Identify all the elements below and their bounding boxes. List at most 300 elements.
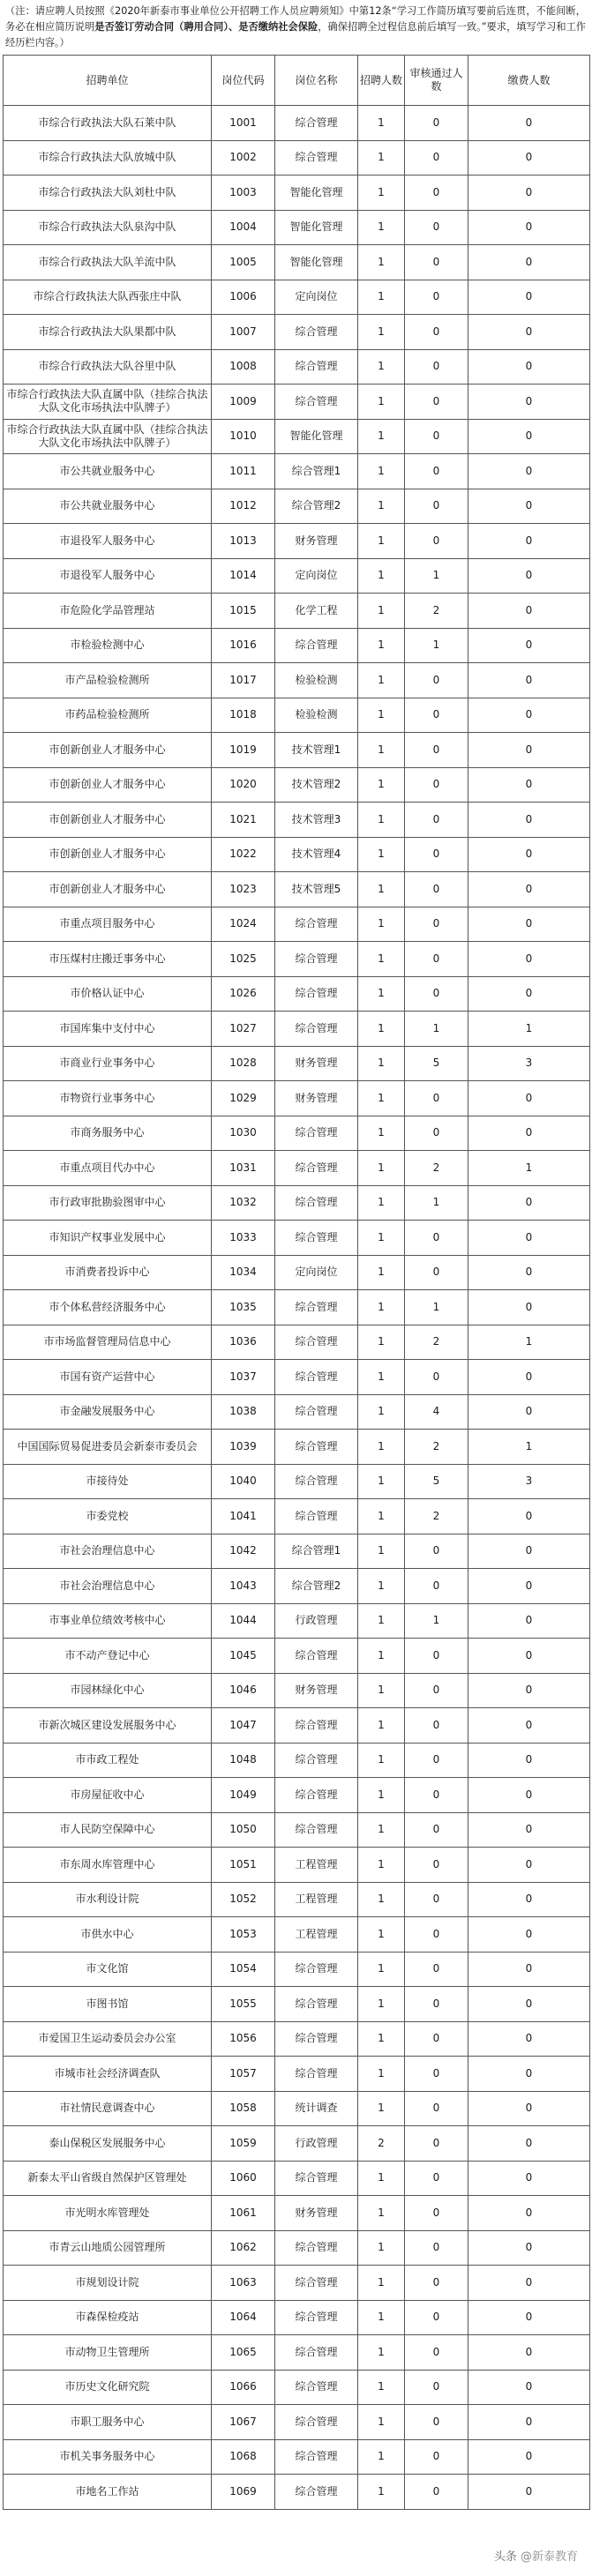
cell-hire-count: 1 xyxy=(358,2300,405,2335)
cell-hire-count: 1 xyxy=(358,1290,405,1325)
cell-approved-count: 0 xyxy=(405,1952,468,1987)
cell-paid-count: 0 xyxy=(468,1708,590,1743)
cell-paid-count: 0 xyxy=(468,2091,590,2126)
cell-post-code: 1040 xyxy=(212,1464,275,1499)
cell-hire-count: 1 xyxy=(358,1848,405,1883)
cell-post-code: 1046 xyxy=(212,1673,275,1708)
cell-paid-count: 0 xyxy=(468,594,590,629)
cell-approved-count: 0 xyxy=(405,280,468,315)
cell-unit: 市检验检测中心 xyxy=(4,628,212,663)
cell-post-code: 1050 xyxy=(212,1812,275,1848)
cell-post-code: 1034 xyxy=(212,1255,275,1290)
cell-approved-count: 0 xyxy=(405,872,468,907)
table-row xyxy=(4,2405,590,2440)
cell-post-code: 1006 xyxy=(212,280,275,315)
cell-post-name: 综合管理 xyxy=(275,942,358,977)
cell-approved-count: 0 xyxy=(405,837,468,872)
cell-unit: 市产品检验检测所 xyxy=(4,663,212,698)
cell-post-code: 1042 xyxy=(212,1534,275,1569)
cell-post-code: 1016 xyxy=(212,628,275,663)
table-row xyxy=(4,524,590,559)
table-row xyxy=(4,1639,590,1674)
cell-hire-count: 1 xyxy=(358,1812,405,1848)
table-row xyxy=(4,1534,590,1569)
cell-unit: 市委党校 xyxy=(4,1499,212,1534)
cell-post-code: 1020 xyxy=(212,767,275,803)
table-row xyxy=(4,1708,590,1743)
table-row xyxy=(4,489,590,524)
table-row xyxy=(4,558,590,594)
table-row xyxy=(4,733,590,768)
cell-paid-count: 0 xyxy=(468,2475,590,2510)
cell-hire-count: 1 xyxy=(358,2161,405,2196)
cell-approved-count: 0 xyxy=(405,2266,468,2301)
cell-approved-count: 0 xyxy=(405,2370,468,2405)
table-row xyxy=(4,1882,590,1917)
cell-post-name: 综合管理 xyxy=(275,2439,358,2475)
cell-approved-count: 0 xyxy=(405,907,468,942)
table-row xyxy=(4,315,590,350)
cell-hire-count: 1 xyxy=(358,872,405,907)
cell-post-name: 综合管理 xyxy=(275,2266,358,2301)
cell-paid-count: 0 xyxy=(468,2196,590,2231)
table-row xyxy=(4,663,590,698)
table-row xyxy=(4,1221,590,1256)
cell-hire-count: 1 xyxy=(358,2057,405,2092)
cell-approved-count: 0 xyxy=(405,803,468,838)
cell-post-code: 1007 xyxy=(212,315,275,350)
cell-post-code: 1060 xyxy=(212,2161,275,2196)
cell-hire-count: 1 xyxy=(358,1185,405,1221)
cell-unit: 市市政工程处 xyxy=(4,1743,212,1778)
cell-post-code: 1052 xyxy=(212,1882,275,1917)
cell-post-name: 综合管理 xyxy=(275,1151,358,1186)
cell-unit: 市房屋征收中心 xyxy=(4,1778,212,1813)
cell-paid-count: 1 xyxy=(468,1012,590,1047)
cell-approved-count: 0 xyxy=(405,140,468,175)
cell-post-code: 1019 xyxy=(212,733,275,768)
cell-hire-count: 1 xyxy=(358,1708,405,1743)
cell-paid-count: 0 xyxy=(468,349,590,385)
cell-post-code: 1024 xyxy=(212,907,275,942)
cell-post-name: 检验检测 xyxy=(275,698,358,733)
cell-post-code: 1061 xyxy=(212,2196,275,2231)
cell-post-code: 1018 xyxy=(212,698,275,733)
cell-unit: 市文化馆 xyxy=(4,1952,212,1987)
cell-approved-count: 0 xyxy=(405,1673,468,1708)
cell-post-name: 综合管理 xyxy=(275,1812,358,1848)
table-row xyxy=(4,2161,590,2196)
cell-paid-count: 0 xyxy=(468,454,590,489)
cell-paid-count: 0 xyxy=(468,2161,590,2196)
table-row xyxy=(4,2370,590,2405)
cell-post-code: 1008 xyxy=(212,349,275,385)
cell-approved-count: 0 xyxy=(405,1534,468,1569)
cell-approved-count: 0 xyxy=(405,767,468,803)
cell-unit: 市商业行业事务中心 xyxy=(4,1046,212,1081)
cell-approved-count: 0 xyxy=(405,1812,468,1848)
cell-unit: 中国国际贸易促进委员会新泰市委员会 xyxy=(4,1430,212,1465)
cell-approved-count: 2 xyxy=(405,594,468,629)
cell-hire-count: 1 xyxy=(358,1012,405,1047)
cell-unit: 泰山保税区发展服务中心 xyxy=(4,2126,212,2162)
note-text-1: （注：请应聘人员按照《2020年新泰市事业单位公开招聘工作人员应聘须知》中第12条“学习工作简历填写要前后连贯，不能间断，务必在相应简历说明 xyxy=(5,5,586,33)
cell-paid-count: 0 xyxy=(468,2057,590,2092)
cell-paid-count: 0 xyxy=(468,1917,590,1953)
cell-post-code: 1004 xyxy=(212,210,275,245)
header-post-name: 岗位名称 xyxy=(275,56,358,106)
cell-paid-count: 0 xyxy=(468,1673,590,1708)
cell-post-name: 综合管理 xyxy=(275,1185,358,1221)
cell-approved-count: 0 xyxy=(405,1743,468,1778)
cell-approved-count: 0 xyxy=(405,2196,468,2231)
cell-post-name: 统计调查 xyxy=(275,2091,358,2126)
cell-post-code: 1059 xyxy=(212,2126,275,2162)
cell-unit: 市危险化学品管理站 xyxy=(4,594,212,629)
table-row xyxy=(4,2196,590,2231)
cell-unit: 市综合行政执法大队谷里中队 xyxy=(4,349,212,385)
cell-post-name: 综合管理 xyxy=(275,2161,358,2196)
cell-approved-count: 0 xyxy=(405,1081,468,1116)
cell-unit: 市创新创业人才服务中心 xyxy=(4,837,212,872)
cell-unit: 市机关事务服务中心 xyxy=(4,2439,212,2475)
cell-approved-count: 1 xyxy=(405,628,468,663)
header-approved-count: 审核通过人数 xyxy=(405,56,468,106)
cell-hire-count: 1 xyxy=(358,1394,405,1430)
cell-hire-count: 1 xyxy=(358,558,405,594)
cell-hire-count: 1 xyxy=(358,1255,405,1290)
cell-post-code: 1014 xyxy=(212,558,275,594)
cell-approved-count: 4 xyxy=(405,1394,468,1430)
cell-post-name: 综合管理 xyxy=(275,1743,358,1778)
cell-unit: 市重点项目服务中心 xyxy=(4,907,212,942)
cell-paid-count: 0 xyxy=(468,1290,590,1325)
cell-paid-count: 0 xyxy=(468,1569,590,1604)
table-row xyxy=(4,1185,590,1221)
table-row xyxy=(4,628,590,663)
note-bold-text: 是否签订劳动合同（聘用合同）、是否缴纳社会保险 xyxy=(94,21,318,33)
cell-post-name: 综合管理 xyxy=(275,2370,358,2405)
cell-hire-count: 1 xyxy=(358,1081,405,1116)
cell-approved-count: 0 xyxy=(405,210,468,245)
cell-unit: 市综合行政执法大队泉沟中队 xyxy=(4,210,212,245)
table-row xyxy=(4,385,590,420)
cell-paid-count: 0 xyxy=(468,2300,590,2335)
cell-post-code: 1053 xyxy=(212,1917,275,1953)
cell-post-name: 化学工程 xyxy=(275,594,358,629)
cell-unit: 市商务服务中心 xyxy=(4,1116,212,1151)
cell-approved-count: 0 xyxy=(405,2475,468,2510)
cell-approved-count: 0 xyxy=(405,1116,468,1151)
cell-approved-count: 2 xyxy=(405,1325,468,1360)
table-row xyxy=(4,767,590,803)
cell-paid-count: 0 xyxy=(468,976,590,1012)
cell-unit: 市综合行政执法大队放城中队 xyxy=(4,140,212,175)
cell-paid-count: 0 xyxy=(468,2126,590,2162)
cell-post-code: 1037 xyxy=(212,1360,275,1395)
cell-approved-count: 0 xyxy=(405,1221,468,1256)
cell-unit: 市地名工作站 xyxy=(4,2475,212,2510)
cell-unit: 市市场监督管理局信息中心 xyxy=(4,1325,212,1360)
cell-hire-count: 1 xyxy=(358,175,405,211)
cell-hire-count: 1 xyxy=(358,454,405,489)
cell-paid-count: 0 xyxy=(468,2230,590,2266)
table-row xyxy=(4,454,590,489)
cell-unit: 市综合行政执法大队石莱中队 xyxy=(4,106,212,141)
cell-unit: 市不动产登记中心 xyxy=(4,1639,212,1674)
cell-paid-count: 0 xyxy=(468,558,590,594)
table-row xyxy=(4,1081,590,1116)
cell-post-code: 1009 xyxy=(212,385,275,420)
cell-hire-count: 1 xyxy=(358,280,405,315)
cell-approved-count: 0 xyxy=(405,1987,468,2022)
table-row xyxy=(4,1430,590,1465)
cell-hire-count: 1 xyxy=(358,1534,405,1569)
cell-post-name: 综合管理 xyxy=(275,1464,358,1499)
cell-approved-count: 1 xyxy=(405,1012,468,1047)
cell-post-code: 1033 xyxy=(212,1221,275,1256)
table-row xyxy=(4,245,590,280)
cell-post-name: 技术管理4 xyxy=(275,837,358,872)
cell-post-code: 1041 xyxy=(212,1499,275,1534)
cell-unit: 市国有资产运营中心 xyxy=(4,1360,212,1395)
cell-post-name: 定向岗位 xyxy=(275,1255,358,1290)
cell-paid-count: 0 xyxy=(468,628,590,663)
cell-approved-count: 0 xyxy=(405,1569,468,1604)
cell-post-name: 财务管理 xyxy=(275,1081,358,1116)
cell-approved-count: 0 xyxy=(405,419,468,454)
cell-hire-count: 1 xyxy=(358,1743,405,1778)
table-row xyxy=(4,803,590,838)
cell-approved-count: 0 xyxy=(405,663,468,698)
cell-hire-count: 1 xyxy=(358,733,405,768)
cell-post-code: 1023 xyxy=(212,872,275,907)
cell-hire-count: 1 xyxy=(358,837,405,872)
cell-paid-count: 0 xyxy=(468,2335,590,2371)
cell-unit: 市综合行政执法大队刘杜中队 xyxy=(4,175,212,211)
cell-post-code: 1032 xyxy=(212,1185,275,1221)
cell-hire-count: 1 xyxy=(358,1499,405,1534)
cell-unit: 市社会治理信息中心 xyxy=(4,1534,212,1569)
cell-post-code: 1069 xyxy=(212,2475,275,2510)
cell-post-code: 1002 xyxy=(212,140,275,175)
cell-paid-count: 0 xyxy=(468,733,590,768)
cell-paid-count: 3 xyxy=(468,1464,590,1499)
table-row xyxy=(4,1325,590,1360)
cell-unit: 市重点项目代办中心 xyxy=(4,1151,212,1186)
cell-unit: 市新次城区建设发展服务中心 xyxy=(4,1708,212,1743)
cell-post-name: 综合管理 xyxy=(275,1708,358,1743)
cell-paid-count: 0 xyxy=(468,1255,590,1290)
cell-unit: 市爱国卫生运动委员会办公室 xyxy=(4,2021,212,2057)
cell-paid-count: 0 xyxy=(468,2370,590,2405)
cell-post-name: 智能化管理 xyxy=(275,245,358,280)
note-paragraph xyxy=(5,4,586,51)
cell-post-code: 1035 xyxy=(212,1290,275,1325)
table-row xyxy=(4,280,590,315)
cell-approved-count: 0 xyxy=(405,349,468,385)
cell-paid-count: 0 xyxy=(468,803,590,838)
cell-post-code: 1051 xyxy=(212,1848,275,1883)
cell-unit: 市金融发展服务中心 xyxy=(4,1394,212,1430)
cell-hire-count: 1 xyxy=(358,2370,405,2405)
cell-post-code: 1066 xyxy=(212,2370,275,2405)
table-row xyxy=(4,1012,590,1047)
cell-hire-count: 1 xyxy=(358,1221,405,1256)
cell-paid-count: 0 xyxy=(468,2439,590,2475)
recruitment-table xyxy=(3,55,590,2510)
cell-approved-count: 0 xyxy=(405,315,468,350)
cell-post-name: 综合管理 xyxy=(275,2475,358,2510)
table-row xyxy=(4,2335,590,2371)
cell-unit: 市创新创业人才服务中心 xyxy=(4,872,212,907)
cell-paid-count: 0 xyxy=(468,106,590,141)
cell-paid-count: 1 xyxy=(468,1325,590,1360)
cell-paid-count: 1 xyxy=(468,1151,590,1186)
cell-post-code: 1045 xyxy=(212,1639,275,1674)
table-row xyxy=(4,2300,590,2335)
cell-hire-count: 1 xyxy=(358,1325,405,1360)
table-body xyxy=(4,106,590,2510)
cell-post-code: 1030 xyxy=(212,1116,275,1151)
cell-unit: 市公共就业服务中心 xyxy=(4,454,212,489)
cell-hire-count: 1 xyxy=(358,803,405,838)
table-row xyxy=(4,872,590,907)
watermark-prefix: 头条 xyxy=(493,2550,517,2564)
cell-hire-count: 1 xyxy=(358,2230,405,2266)
cell-unit: 市青云山地质公园管理所 xyxy=(4,2230,212,2266)
cell-unit: 市园林绿化中心 xyxy=(4,1673,212,1708)
cell-approved-count: 0 xyxy=(405,489,468,524)
cell-post-name: 综合管理 xyxy=(275,1778,358,1813)
cell-hire-count: 1 xyxy=(358,1882,405,1917)
table-row xyxy=(4,1952,590,1987)
cell-approved-count: 0 xyxy=(405,1708,468,1743)
cell-unit: 市综合行政执法大队羊流中队 xyxy=(4,245,212,280)
cell-hire-count: 1 xyxy=(358,907,405,942)
cell-hire-count: 1 xyxy=(358,2335,405,2371)
table-header-row xyxy=(4,56,590,106)
cell-hire-count: 1 xyxy=(358,2196,405,2231)
cell-approved-count: 0 xyxy=(405,733,468,768)
cell-approved-count: 0 xyxy=(405,2230,468,2266)
cell-paid-count: 0 xyxy=(468,1116,590,1151)
cell-post-code: 1021 xyxy=(212,803,275,838)
cell-post-name: 智能化管理 xyxy=(275,419,358,454)
cell-post-code: 1025 xyxy=(212,942,275,977)
cell-hire-count: 1 xyxy=(358,2475,405,2510)
cell-unit: 市森保检疫站 xyxy=(4,2300,212,2335)
cell-unit: 市东周水库管理中心 xyxy=(4,1848,212,1883)
table-row xyxy=(4,1917,590,1953)
cell-paid-count: 0 xyxy=(468,872,590,907)
cell-post-name: 智能化管理 xyxy=(275,210,358,245)
cell-approved-count: 0 xyxy=(405,1778,468,1813)
cell-paid-count: 0 xyxy=(468,1534,590,1569)
cell-hire-count: 1 xyxy=(358,976,405,1012)
cell-post-code: 1057 xyxy=(212,2057,275,2092)
cell-post-name: 技术管理3 xyxy=(275,803,358,838)
header-paid-count: 缴费人数 xyxy=(468,56,590,106)
cell-post-name: 检验检测 xyxy=(275,663,358,698)
table-row xyxy=(4,1360,590,1395)
cell-post-name: 工程管理 xyxy=(275,1848,358,1883)
cell-post-name: 综合管理 xyxy=(275,1360,358,1395)
cell-post-code: 1055 xyxy=(212,1987,275,2022)
cell-paid-count: 0 xyxy=(468,1987,590,2022)
cell-hire-count: 1 xyxy=(358,1917,405,1953)
header-post-code: 岗位代码 xyxy=(212,56,275,106)
cell-unit: 市水利设计院 xyxy=(4,1882,212,1917)
cell-approved-count: 2 xyxy=(405,1151,468,1186)
table-row xyxy=(4,349,590,385)
cell-post-name: 行政管理 xyxy=(275,2126,358,2162)
table-row xyxy=(4,2266,590,2301)
cell-post-name: 综合管理 xyxy=(275,1290,358,1325)
cell-unit: 市压煤村庄搬迁事务中心 xyxy=(4,942,212,977)
cell-unit: 市物资行业事务中心 xyxy=(4,1081,212,1116)
cell-post-name: 综合管理 xyxy=(275,628,358,663)
cell-approved-count: 0 xyxy=(405,175,468,211)
cell-approved-count: 0 xyxy=(405,2091,468,2126)
cell-hire-count: 1 xyxy=(358,524,405,559)
cell-post-code: 1027 xyxy=(212,1012,275,1047)
cell-post-name: 综合管理 xyxy=(275,1325,358,1360)
cell-post-code: 1029 xyxy=(212,1081,275,1116)
cell-post-name: 综合管理1 xyxy=(275,1534,358,1569)
cell-paid-count: 3 xyxy=(468,1046,590,1081)
cell-unit: 市光明水库管理处 xyxy=(4,2196,212,2231)
cell-unit: 市知识产权事业发展中心 xyxy=(4,1221,212,1256)
cell-post-name: 综合管理 xyxy=(275,349,358,385)
cell-post-name: 综合管理 xyxy=(275,1499,358,1534)
table-row xyxy=(4,175,590,211)
cell-post-name: 综合管理2 xyxy=(275,1569,358,1604)
cell-unit: 市个体私营经济服务中心 xyxy=(4,1290,212,1325)
table-row xyxy=(4,1778,590,1813)
cell-unit: 市退役军人服务中心 xyxy=(4,524,212,559)
cell-paid-count: 0 xyxy=(468,385,590,420)
cell-approved-count: 5 xyxy=(405,1046,468,1081)
cell-unit: 市社会治理信息中心 xyxy=(4,1569,212,1604)
cell-post-name: 综合管理 xyxy=(275,385,358,420)
cell-paid-count: 0 xyxy=(468,837,590,872)
cell-paid-count: 0 xyxy=(468,1882,590,1917)
cell-approved-count: 0 xyxy=(405,2439,468,2475)
cell-hire-count: 1 xyxy=(358,628,405,663)
cell-post-name: 综合管理1 xyxy=(275,454,358,489)
cell-post-code: 1058 xyxy=(212,2091,275,2126)
cell-paid-count: 0 xyxy=(468,767,590,803)
cell-paid-count: 0 xyxy=(468,2266,590,2301)
cell-post-code: 1054 xyxy=(212,1952,275,1987)
cell-paid-count: 0 xyxy=(468,698,590,733)
cell-approved-count: 0 xyxy=(405,2300,468,2335)
cell-unit: 市公共就业服务中心 xyxy=(4,489,212,524)
cell-hire-count: 1 xyxy=(358,1987,405,2022)
watermark xyxy=(494,2547,578,2564)
cell-approved-count: 0 xyxy=(405,698,468,733)
cell-post-name: 综合管理 xyxy=(275,907,358,942)
table-row xyxy=(4,140,590,175)
cell-hire-count: 1 xyxy=(358,106,405,141)
cell-post-name: 综合管理 xyxy=(275,1987,358,2022)
cell-paid-count: 0 xyxy=(468,2405,590,2440)
cell-approved-count: 0 xyxy=(405,454,468,489)
cell-hire-count: 1 xyxy=(358,385,405,420)
table-row xyxy=(4,594,590,629)
cell-unit: 市接待处 xyxy=(4,1464,212,1499)
